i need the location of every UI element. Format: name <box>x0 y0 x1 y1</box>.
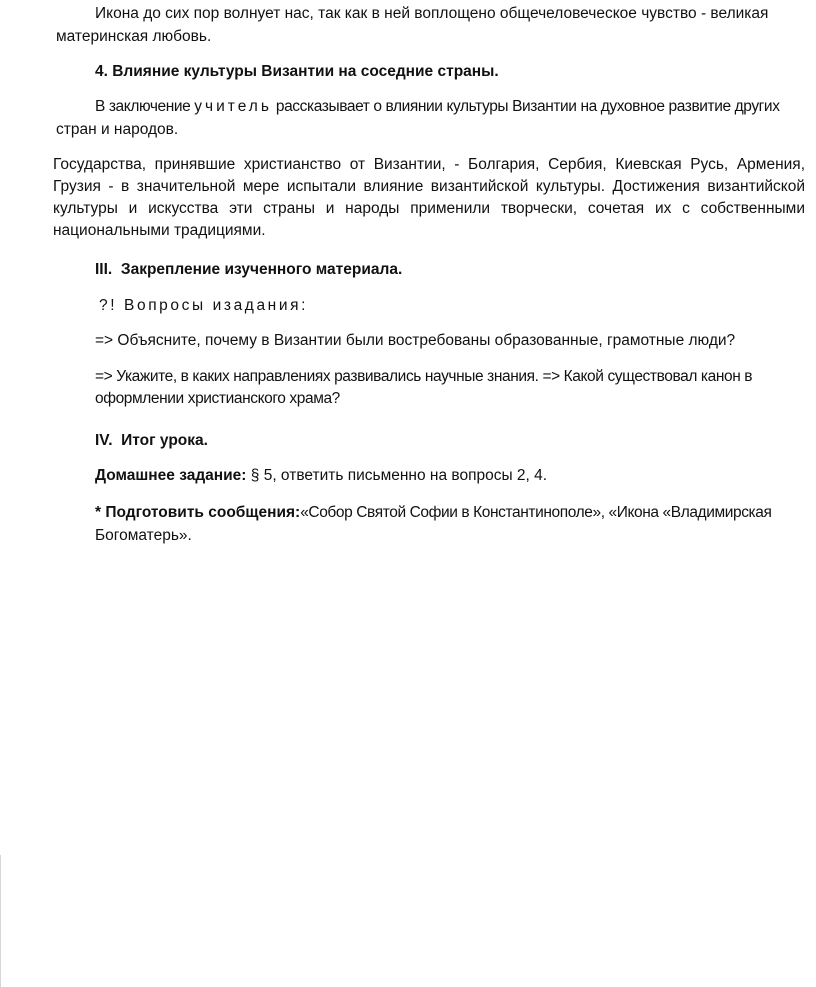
icon-paragraph-line1: Икона до сих пор волнует нас, так как в ней воплощено общечеловеческое чувство - великая <box>95 5 769 22</box>
section-3-number: III. <box>95 261 113 278</box>
homework-label: Домашнее задание: <box>95 467 247 484</box>
question-2-line1: => Укажите, в каких направлениях развивались научные знания. => Какой существовал канон в <box>95 368 753 385</box>
question-2-line2: оформлении христианского храма? <box>95 390 340 407</box>
prepare-label: * Подготовить сообщения: <box>95 504 301 521</box>
section-3-title: Закрепление изученного материала. <box>120 261 403 278</box>
prepare-text-line1: «Собор Святой Софии в Константинополе», «Икона «Владимирская <box>300 504 772 521</box>
section-4b-title: Итог урока. <box>121 432 208 449</box>
prepare-line1 <box>95 502 805 523</box>
prepare-line2: Богоматерь». <box>95 527 192 544</box>
questions-heading: ?! Вопросы изадания: <box>99 297 308 314</box>
section-4b-heading <box>95 430 795 451</box>
section-4b-number: IV. <box>95 432 113 449</box>
page-edge-line <box>0 855 1 987</box>
teacher-intro-part2: рассказывает о влиянии культуры Византии на духовное развитие других <box>271 98 780 115</box>
states-paragraph: Государства, принявшие христианство от Византии, - Болгария, Сербия, Киевская Русь, Армения, Грузия - в значительной мере испытали влияние византийской культуры. Достижения византийской культуры и искусства эти страны и народы применили творчески, сочетая их с собственными национальными традициями. <box>53 156 805 239</box>
section-4-heading: 4. Влияние культуры Византии на соседние страны. <box>95 63 499 80</box>
teacher-word: учитель <box>194 98 272 115</box>
teacher-intro-line1 <box>95 96 805 117</box>
homework-text: § 5, ответить письменно на вопросы 2, 4. <box>246 467 548 484</box>
question-1: => Объясните, почему в Византии были востребованы образованные, грамотные люди? <box>95 332 736 349</box>
teacher-intro-part1: В заключение <box>95 98 195 115</box>
homework-line <box>95 465 795 486</box>
section-3-heading <box>95 259 795 280</box>
icon-paragraph-line2: материнская любовь. <box>56 28 212 45</box>
teacher-intro-line2: стран и народов. <box>56 121 179 138</box>
